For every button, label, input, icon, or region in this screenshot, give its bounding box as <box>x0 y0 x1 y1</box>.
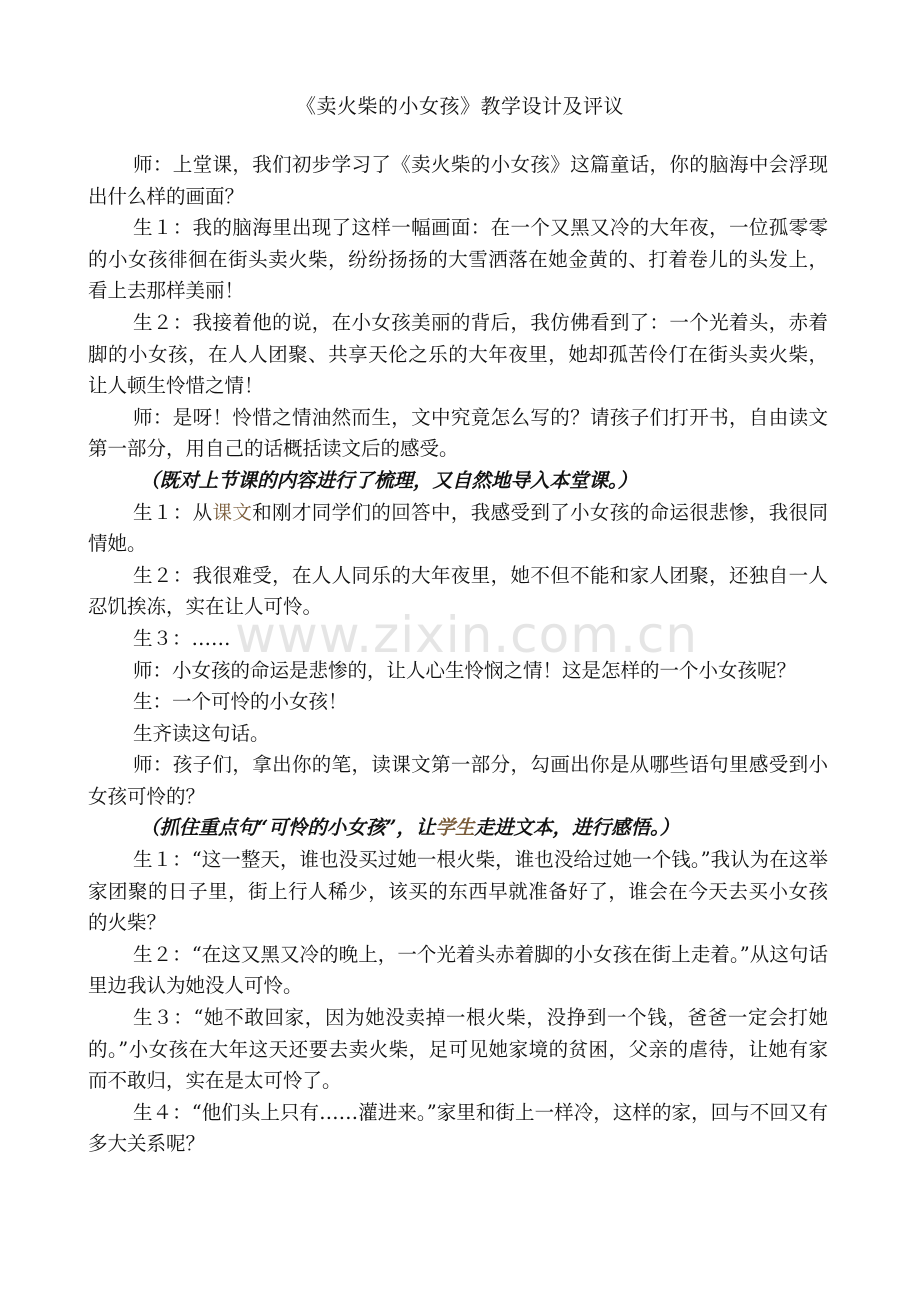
paragraph-student-4-quote: 生４：“他们头上只有……灌进来。”家里和街上一样冷，这样的家，回与不回又有多大关系呢？ <box>88 1100 828 1156</box>
paragraph-student-1: 生１：我的脑海里出现了这样一幅画面：在一个又黑又冷的大年夜，一位孤零零的小女孩徘徊在街头卖火柴，纷纷扬扬的大雪洒落在她金黄的、打着卷儿的头发上，看上去那样美丽！ <box>88 216 828 303</box>
document-title: 《卖火柴的小女孩》教学设计及评议 <box>296 94 624 118</box>
paragraph-teacher-intro: 师：上堂课，我们初步学习了《卖火柴的小女孩》这篇童话，你的脑海中会浮现出什么样的画面？ <box>88 153 828 208</box>
document-body <box>88 149 828 1160</box>
paragraph-student-3-quote: 生３：“她不敢回家，因为她没卖掉一根火柴，没挣到一个钱，爸爸一定会打她的。”小女孩在大年这天还要去卖火柴，足可见她家境的贫困，父亲的虐待，让她有家而不敢归，实在是太可怜了。 <box>88 1006 828 1093</box>
commentary-note <box>88 812 828 844</box>
paragraph-teacher-task: 师：孩子们，拿出你的笔，读课文第一部分，勾画出你是从哪些语句里感受到小女孩可怜的？ <box>88 753 828 808</box>
paragraph-teacher-reading: 师：是呀！怜惜之情油然而生，文中究竟怎么写的？请孩子们打开书，自由读文第一部分，用自己的话概括读文后的感受。 <box>88 405 828 461</box>
paragraph-student-2: 生２：我接着他的说，在小女孩美丽的背后，我仿佛看到了：一个光着头，赤着脚的小女孩，在人人团聚、共享天伦之乐的大年夜里，她却孤苦伶仃在街头卖火柴，让人顿生怜惜之情！ <box>88 310 828 398</box>
paragraph-student-2-feeling: 生２：我很难受，在人人同乐的大年夜里，她不但不能和家人团聚，还独自一人忍饥挨冻，实在让人可怜。 <box>88 563 828 619</box>
commentary-text: （抓住重点句“可怜的小女孩”，让 <box>140 816 436 840</box>
paragraph-student-2-quote: 生２：“在这又黑又冷的晚上，一个光着头赤着脚的小女孩在街上走着。”从这句话里边我认为她没人可怜。 <box>88 942 828 998</box>
paragraph-text: 和刚才同学们的回答中，我感受到了小女孩的命运很悲惨，我很同情她。 <box>88 500 828 556</box>
paragraph-group-reading: 生齐读这句话。 <box>133 721 270 745</box>
paragraph-text: 生１：从 <box>133 500 213 524</box>
keyword-link-kewen[interactable]: 课文 <box>212 500 253 524</box>
keyword-link-xuesheng[interactable]: 学生 <box>435 816 475 840</box>
paragraph-student-1-feeling <box>88 497 828 560</box>
paragraph-student-3: 生３：…… <box>133 626 231 650</box>
paragraph-student-1-quote: 生１：“这一整天，谁也没买过她一根火柴，谁也没给过她一个钱。”我认为在这举家团聚的日子里，街上行人稀少，该买的东西早就准备好了，谁会在今天去买小女孩的火柴？ <box>88 848 828 935</box>
paragraph-teacher-question: 师：小女孩的命运是悲惨的，让人心生怜悯之情！这是怎样的一个小女孩呢？ <box>133 658 797 682</box>
commentary-note: （既对上节课的内容进行了梳理，又自然地导入本堂课。） <box>140 468 638 492</box>
commentary-text: 走进文本，进行感悟。） <box>474 816 680 840</box>
watermark-text: www.zixin.com.cn <box>235 606 699 664</box>
paragraph-student-answer: 生：一个可怜的小女孩！ <box>133 690 348 714</box>
